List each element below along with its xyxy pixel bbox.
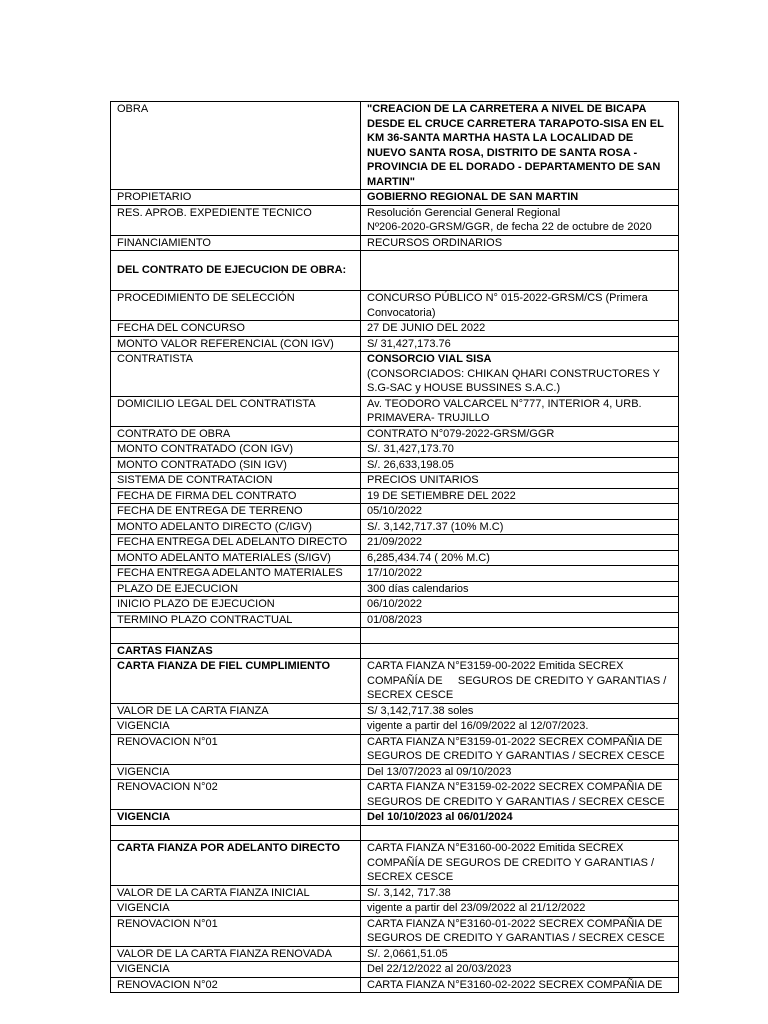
table-row (111, 504, 679, 520)
row-fiel-ren1 (111, 734, 679, 764)
value-adelanto-vig1: Del 22/12/2022 al 20/03/2023 (361, 962, 679, 978)
label-obra: OBRA (111, 102, 361, 190)
row-label: MONTO CONTRATADO (CON IGV) (111, 442, 361, 458)
table-row (111, 488, 679, 504)
label-fiel-ren2: RENOVACION N°02 (111, 780, 361, 810)
row-label: MONTO CONTRATADO (SIN IGV) (111, 457, 361, 473)
row-domicilio (111, 396, 679, 426)
row-value: 01/08/2023 (361, 612, 679, 628)
label-adelanto-ren1: RENOVACION N°01 (111, 916, 361, 946)
value-adelanto: CARTA FIANZA N°E3160-00-2022 Emitida SECREX COMPAÑÍA DE SEGUROS DE CREDITO Y GARANTIAS / SECREX CESCE (361, 841, 679, 886)
row-label: FECHA ENTREGA DEL ADELANTO DIRECTO (111, 535, 361, 551)
simple-rows (111, 426, 679, 628)
label-adelanto-valor-ren: VALOR DE LA CARTA FIANZA RENOVADA (111, 946, 361, 962)
row-propietario (111, 190, 679, 206)
value-adelanto-valor: S/. 3,142, 717.38 (361, 885, 679, 901)
table-row (111, 442, 679, 458)
table-row (111, 457, 679, 473)
value-fecha-concurso: 27 DE JUNIO DEL 2022 (361, 321, 679, 337)
empty-cell (111, 628, 361, 644)
row-adelanto-vig1 (111, 962, 679, 978)
table-row (111, 426, 679, 442)
label-adelanto-vigencia: VIGENCIA (111, 901, 361, 917)
section-title-contrato: DEL CONTRATO DE EJECUCION DE OBRA: (111, 251, 361, 291)
row-value: S/. 31,427,173.70 (361, 442, 679, 458)
row-adelanto-vigencia (111, 901, 679, 917)
label-propietario: PROPIETARIO (111, 190, 361, 206)
row-value: 300 días calendarios (361, 581, 679, 597)
table-row (111, 566, 679, 582)
row-adelanto (111, 841, 679, 886)
empty-cell (111, 825, 361, 841)
row-label: INICIO PLAZO DE EJECUCION (111, 597, 361, 613)
row-section-contrato (111, 251, 679, 291)
value-fiel: CARTA FIANZA N°E3159-00-2022 Emitida SECREX COMPAÑÍA DE SEGUROS DE CREDITO Y GARANTIAS / SECREX CESCE (361, 659, 679, 704)
row-label: FECHA DE FIRMA DEL CONTRATO (111, 488, 361, 504)
contratista-detail: (CONSORCIADOS: CHIKAN QHARI CONSTRUCTORES Y S.G-SAC y HOUSE BUSSINES S.A.C.) (367, 367, 660, 394)
row-value: 21/09/2022 (361, 535, 679, 551)
value-fiel-ren2: CARTA FIANZA N°E3159-02-2022 SECREX COMPAÑIA DE SEGUROS DE CREDITO Y GARANTIAS / SECREX CESCE (361, 780, 679, 810)
value-adelanto-ren1: CARTA FIANZA N°E3160-01-2022 SECREX COMPAÑIA DE SEGUROS DE CREDITO Y GARANTIAS / SECREX CESCE (361, 916, 679, 946)
row-adelanto-ren2 (111, 977, 679, 993)
empty-cell (361, 643, 679, 659)
row-value: 06/10/2022 (361, 597, 679, 613)
row-fiel (111, 659, 679, 704)
label-contratista: CONTRATISTA (111, 352, 361, 397)
row-fiel-vig2 (111, 810, 679, 826)
label-domicilio: DOMICILIO LEGAL DEL CONTRATISTA (111, 396, 361, 426)
row-spacer (111, 628, 679, 644)
label-fiel-vigencia: VIGENCIA (111, 719, 361, 735)
row-label: CONTRATO DE OBRA (111, 426, 361, 442)
project-info-table (110, 101, 679, 993)
row-fiel-valor (111, 703, 679, 719)
row-label: FECHA ENTREGA ADELANTO MATERIALES (111, 566, 361, 582)
label-fecha-concurso: FECHA DEL CONCURSO (111, 321, 361, 337)
label-fiel: CARTA FIANZA DE FIEL CUMPLIMIENTO (111, 659, 361, 704)
row-adelanto-ren1 (111, 916, 679, 946)
row-obra (111, 102, 679, 190)
row-contratista (111, 352, 679, 397)
value-financiamiento: RECURSOS ORDINARIOS (361, 235, 679, 251)
label-financiamiento: FINANCIAMIENTO (111, 235, 361, 251)
value-procedimiento: CONCURSO PÚBLICO N° 015-2022-GRSM/CS (Primera Convocatoria) (361, 291, 679, 321)
row-section-cartas (111, 643, 679, 659)
value-res-aprob (361, 205, 679, 235)
row-value: 05/10/2022 (361, 504, 679, 520)
row-value: 17/10/2022 (361, 566, 679, 582)
value-res-aprob-line2: Nº206-2020-GRSM/GGR, de fecha 22 de octubre de 2020 (367, 221, 652, 233)
row-financiamiento (111, 235, 679, 251)
label-adelanto-valor: VALOR DE LA CARTA FIANZA INICIAL (111, 885, 361, 901)
empty-cell (361, 251, 679, 291)
row-procedimiento (111, 291, 679, 321)
label-fiel-ren1: RENOVACION N°01 (111, 734, 361, 764)
value-adelanto-vigencia: vigente a partir del 23/09/2022 al 21/12/2022 (361, 901, 679, 917)
table-row (111, 519, 679, 535)
label-fiel-vig1: VIGENCIA (111, 764, 361, 780)
label-procedimiento: PROCEDIMIENTO DE SELECCIÓN (111, 291, 361, 321)
value-obra: "CREACION DE LA CARRETERA A NIVEL DE BICAPA DESDE EL CRUCE CARRETERA TARAPOTO-SISA EN EL KM 36-SANTA MARTHA HASTA LA LOCALIDAD DE NUEVO SANTA ROSA, DISTRITO DE SANTA ROSA - PROVINCIA DE EL DORADO - DEPARTAMENTO DE SAN MARTIN" (361, 102, 679, 190)
table-row (111, 550, 679, 566)
value-fiel-vigencia: vigente a partir del 16/09/2022 al 12/07/2023. (361, 719, 679, 735)
table-row (111, 581, 679, 597)
label-adelanto-ren2: RENOVACION N°02 (111, 977, 361, 993)
row-value: 19 DE SETIEMBRE DEL 2022 (361, 488, 679, 504)
value-res-aprob-line1: Resolución Gerencial General Regional (367, 206, 561, 219)
row-res-aprob (111, 205, 679, 235)
contratista-name: CONSORCIO VIAL SISA (367, 353, 492, 365)
row-label: PLAZO DE EJECUCION (111, 581, 361, 597)
value-fiel-vig1: Del 13/07/2023 al 09/10/2023 (361, 764, 679, 780)
row-value: S/. 26,633,198.05 (361, 457, 679, 473)
row-fiel-ren2 (111, 780, 679, 810)
section-title-cartas: CARTAS FIANZAS (111, 643, 361, 659)
label-res-aprob: RES. APROB. EXPEDIENTE TECNICO (111, 205, 361, 235)
empty-cell (361, 628, 679, 644)
row-fecha-concurso (111, 321, 679, 337)
value-contratista (361, 352, 679, 397)
table-row (111, 473, 679, 489)
label-adelanto-vig1: VIGENCIA (111, 962, 361, 978)
row-value: PRECIOS UNITARIOS (361, 473, 679, 489)
value-propietario: GOBIERNO REGIONAL DE SAN MARTIN (361, 190, 679, 206)
value-adelanto-valor-ren: S/. 2,0661,51.05 (361, 946, 679, 962)
value-fiel-valor: S/ 3,142,717.38 soles (361, 703, 679, 719)
label-fiel-vig2: VIGENCIA (111, 810, 361, 826)
row-fiel-vigencia (111, 719, 679, 735)
label-monto-referencial: MONTO VALOR REFERENCIAL (CON IGV) (111, 336, 361, 352)
row-label: FECHA DE ENTREGA DE TERRENO (111, 504, 361, 520)
row-adelanto-valor (111, 885, 679, 901)
value-fiel-ren1: CARTA FIANZA N°E3159-01-2022 SECREX COMPAÑIA DE SEGUROS DE CREDITO Y GARANTIAS / SECREX CESCE (361, 734, 679, 764)
row-label: MONTO ADELANTO MATERIALES (S/IGV) (111, 550, 361, 566)
table-row (111, 612, 679, 628)
value-monto-referencial: S/ 31,427,173.76 (361, 336, 679, 352)
empty-cell (361, 825, 679, 841)
label-adelanto: CARTA FIANZA POR ADELANTO DIRECTO (111, 841, 361, 886)
table-row (111, 597, 679, 613)
row-value: CONTRATO N°079-2022-GRSM/GGR (361, 426, 679, 442)
value-fiel-vig2: Del 10/10/2023 al 06/01/2024 (361, 810, 679, 826)
row-adelanto-valor-ren (111, 946, 679, 962)
row-spacer (111, 825, 679, 841)
row-label: MONTO ADELANTO DIRECTO (C/IGV) (111, 519, 361, 535)
table-row (111, 535, 679, 551)
row-fiel-vig1 (111, 764, 679, 780)
label-fiel-valor: VALOR DE LA CARTA FIANZA (111, 703, 361, 719)
row-value: S/. 3,142,717.37 (10% M.C) (361, 519, 679, 535)
value-domicilio: Av. TEODORO VALCARCEL N°777, INTERIOR 4, URB. PRIMAVERA- TRUJILLO (361, 396, 679, 426)
row-label: SISTEMA DE CONTRATACION (111, 473, 361, 489)
row-label: TERMINO PLAZO CONTRACTUAL (111, 612, 361, 628)
row-value: 6,285,434.74 ( 20% M.C) (361, 550, 679, 566)
row-monto-referencial (111, 336, 679, 352)
value-adelanto-ren2: CARTA FIANZA N°E3160-02-2022 SECREX COMPAÑIA DE (361, 977, 679, 993)
